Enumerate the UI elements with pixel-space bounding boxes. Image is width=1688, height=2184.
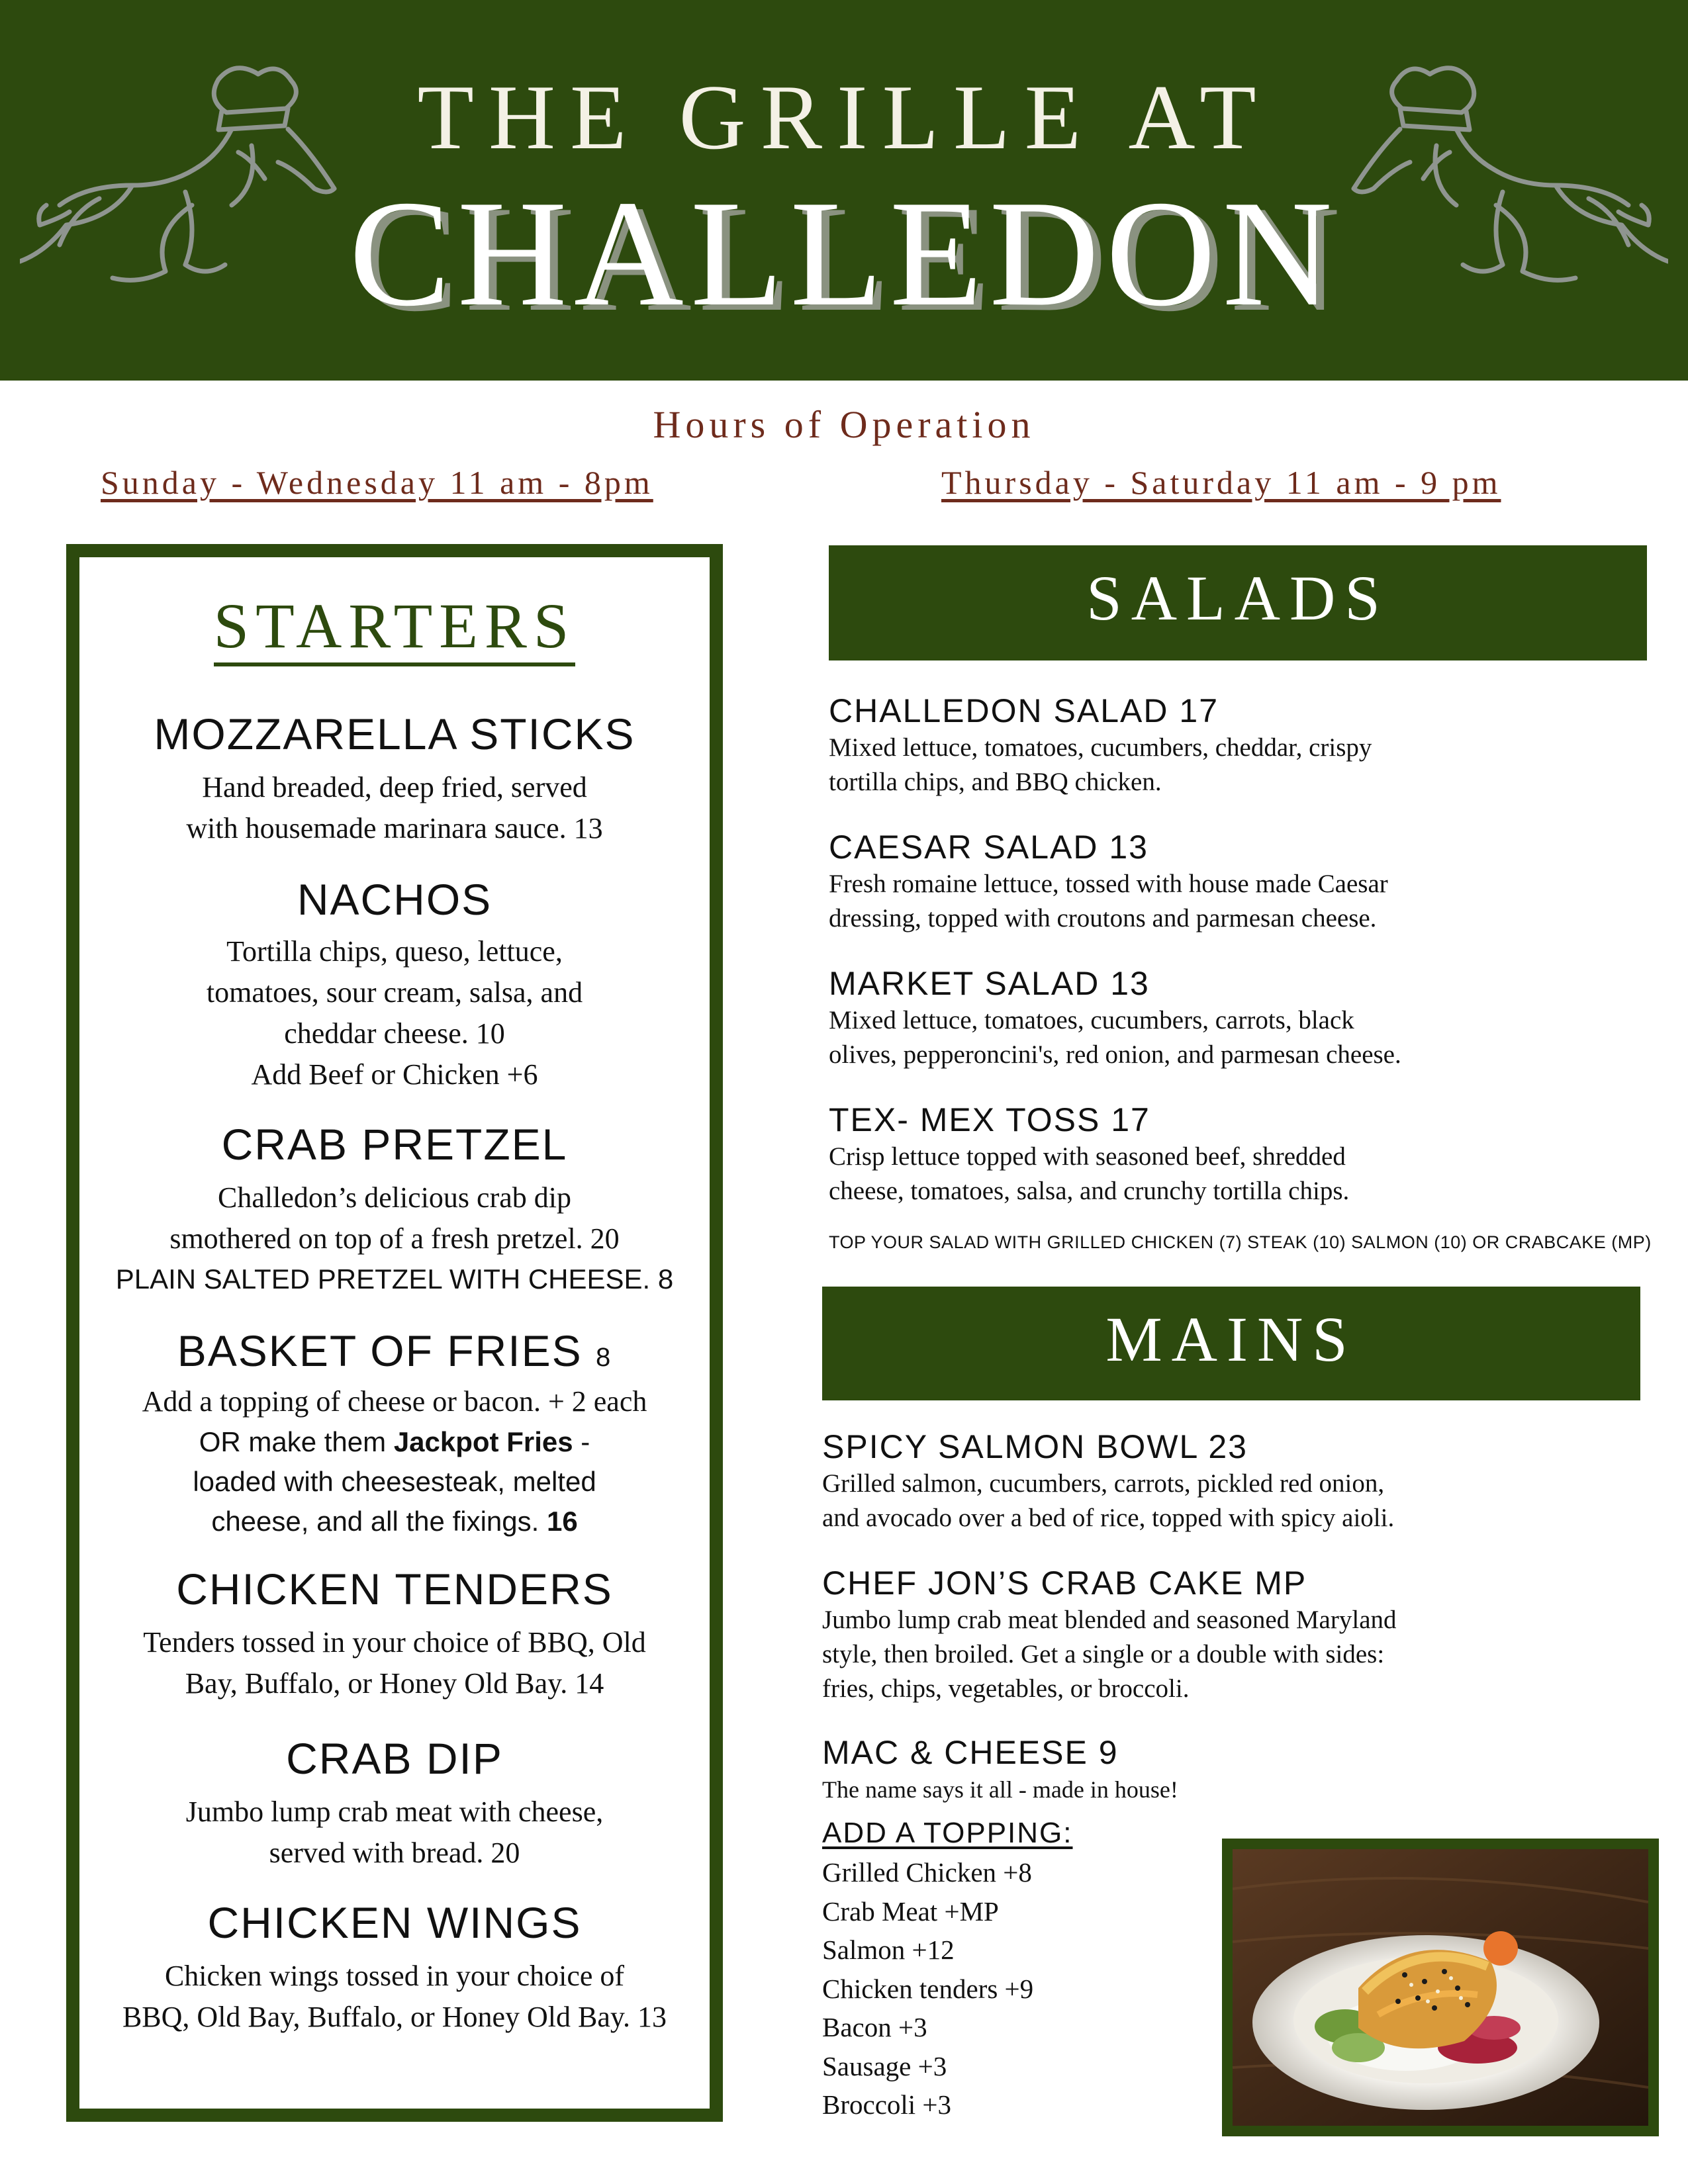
topping-item: Crab Meat +MP	[822, 1895, 999, 1927]
item-desc: Jumbo lump crab meat with cheese,	[185, 1796, 604, 1829]
item-desc: cheese, and all the fixings. 16	[211, 1506, 578, 1537]
item-desc: smothered on top of a fresh pretzel. 20	[169, 1222, 620, 1255]
item-desc: Tenders tossed in your choice of BBQ, Old	[143, 1626, 646, 1659]
item-desc: cheddar cheese. 10	[284, 1017, 505, 1050]
item-desc: OR make them Jackpot Fries -	[199, 1426, 590, 1458]
item-desc: The name says it all - made in house!	[822, 1776, 1178, 1803]
menu-item-nachos	[79, 874, 710, 1095]
item-desc: style, then broiled. Get a single or a double with sides:	[822, 1640, 1385, 1668]
item-desc: Jumbo lump crab meat blended and seasoned Maryland	[822, 1606, 1397, 1634]
topping-item: Broccoli +3	[822, 2089, 952, 2120]
item-desc: cheese, tomatoes, salsa, and crunchy tortilla chips.	[829, 1177, 1350, 1205]
menu-item-mac-and-cheese	[822, 1733, 1178, 1807]
item-desc: Chicken wings tossed in your choice of	[164, 1960, 625, 1993]
topping-item: Chicken tenders +9	[822, 1973, 1034, 2004]
mains-heading: MAINS	[822, 1287, 1640, 1400]
topping-item: Salmon +12	[822, 1934, 955, 1965]
item-desc: fries, chips, vegetables, or broccoli.	[822, 1674, 1190, 1703]
menu-item-crab-pretzel	[79, 1118, 710, 1299]
item-name: CHICKEN TENDERS	[176, 1565, 613, 1614]
salad-topping-note: TOP YOUR SALAD WITH GRILLED CHICKEN (7) STEAK (10) SALMON (10) OR CRABCAKE (MP)	[829, 1232, 1652, 1252]
item-name: CRAB PRETZEL	[221, 1120, 568, 1169]
item-name: CHALLEDON SALAD 17	[829, 692, 1219, 729]
starters-panel	[66, 544, 723, 2122]
menu-item-spicy-salmon-bowl	[822, 1427, 1394, 1535]
topping-list	[822, 1853, 1033, 2124]
item-desc: dressing, topped with croutons and parmesan cheese.	[829, 904, 1377, 933]
item-name: MAC & CHEESE 9	[822, 1734, 1119, 1771]
item-name: TEX- MEX TOSS 17	[829, 1101, 1150, 1138]
food-photo-illustration	[1233, 1849, 1648, 2126]
item-price: 8	[596, 1343, 612, 1372]
menu-item-challedon-salad	[829, 691, 1372, 799]
item-name: SPICY SALMON BOWL 23	[822, 1428, 1248, 1465]
item-desc: loaded with cheesesteak, melted	[193, 1466, 596, 1498]
item-desc: Fresh romaine lettuce, tossed with house made Caesar	[829, 870, 1388, 898]
item-desc: Bay, Buffalo, or Honey Old Bay. 14	[185, 1667, 604, 1700]
item-desc: Challedon’s delicious crab dip	[218, 1181, 571, 1214]
restaurant-title-main: CHALLEDON	[349, 169, 1339, 338]
item-name: BASKET OF FRIES 8	[177, 1326, 612, 1375]
item-addon: Add Beef or Chicken +6	[251, 1058, 538, 1091]
item-desc: Hand breaded, deep fried, served	[202, 771, 587, 804]
item-name: MOZZARELLA STICKS	[154, 709, 635, 758]
item-desc: Mixed lettuce, tomatoes, cucumbers, cheddar, crispy	[829, 733, 1372, 762]
item-name: CAESAR SALAD 13	[829, 829, 1149, 866]
header-banner	[0, 0, 1688, 381]
menu-item-crab-dip	[79, 1733, 710, 1874]
menu-item-chicken-wings	[79, 1897, 710, 2038]
hours-title: Hours of Operation	[653, 403, 1035, 446]
item-name: NACHOS	[297, 875, 492, 924]
restaurant-title-top: THE GRILLE AT	[417, 66, 1271, 169]
menu-item-caesar-salad	[829, 827, 1388, 936]
item-addon: PLAIN SALTED PRETZEL WITH CHEESE. 8	[115, 1263, 674, 1295]
item-desc: Tortilla chips, queso, lettuce,	[226, 935, 563, 968]
salmon-bowl-photo	[1222, 1839, 1659, 2136]
item-desc: Add a topping of cheese or bacon. + 2 each	[142, 1385, 647, 1418]
item-name: MARKET SALAD 13	[829, 965, 1150, 1002]
menu-item-basket-of-fries	[79, 1325, 710, 1541]
menu-item-crab-cake	[822, 1563, 1397, 1706]
item-desc: BBQ, Old Bay, Buffalo, or Honey Old Bay. 13	[122, 2001, 667, 2034]
menu-item-chicken-tenders	[79, 1563, 710, 1704]
item-desc: Grilled salmon, cucumbers, carrots, pickled red onion,	[822, 1469, 1385, 1498]
item-desc: Crisp lettuce topped with seasoned beef, shredded	[829, 1142, 1346, 1171]
item-desc: tomatoes, sour cream, salsa, and	[206, 976, 583, 1009]
add-topping-heading: ADD A TOPPING:	[822, 1817, 1073, 1849]
menu-item-market-salad	[829, 964, 1401, 1072]
hours-thu-sat: Thursday - Saturday 11 am - 9 pm	[941, 464, 1501, 501]
topping-item: Sausage +3	[822, 2050, 947, 2081]
item-desc: and avocado over a bed of rice, topped with spicy aioli.	[822, 1504, 1395, 1532]
item-name: CHEF JON’S CRAB CAKE MP	[822, 1565, 1307, 1602]
item-name: CRAB DIP	[286, 1734, 503, 1783]
hours-sun-wed: Sunday - Wednesday 11 am - 8pm	[101, 464, 653, 501]
item-desc: olives, pepperoncini's, red onion, and parmesan cheese.	[829, 1040, 1401, 1069]
item-desc: with housemade marinara sauce. 13	[186, 812, 603, 845]
salads-heading: SALADS	[829, 545, 1647, 660]
topping-item: Grilled Chicken +8	[822, 1857, 1032, 1888]
topping-item: Bacon +3	[822, 2012, 927, 2042]
item-desc: Mixed lettuce, tomatoes, cucumbers, carrots, black	[829, 1006, 1354, 1034]
item-desc: served with bread. 20	[269, 1837, 520, 1870]
starters-heading: STARTERS	[79, 589, 710, 662]
item-desc: tortilla chips, and BBQ chicken.	[829, 768, 1162, 796]
item-name: CHICKEN WINGS	[207, 1898, 582, 1947]
menu-item-tex-mex-toss	[829, 1100, 1349, 1208]
menu-item-mozzarella-sticks	[79, 708, 710, 849]
